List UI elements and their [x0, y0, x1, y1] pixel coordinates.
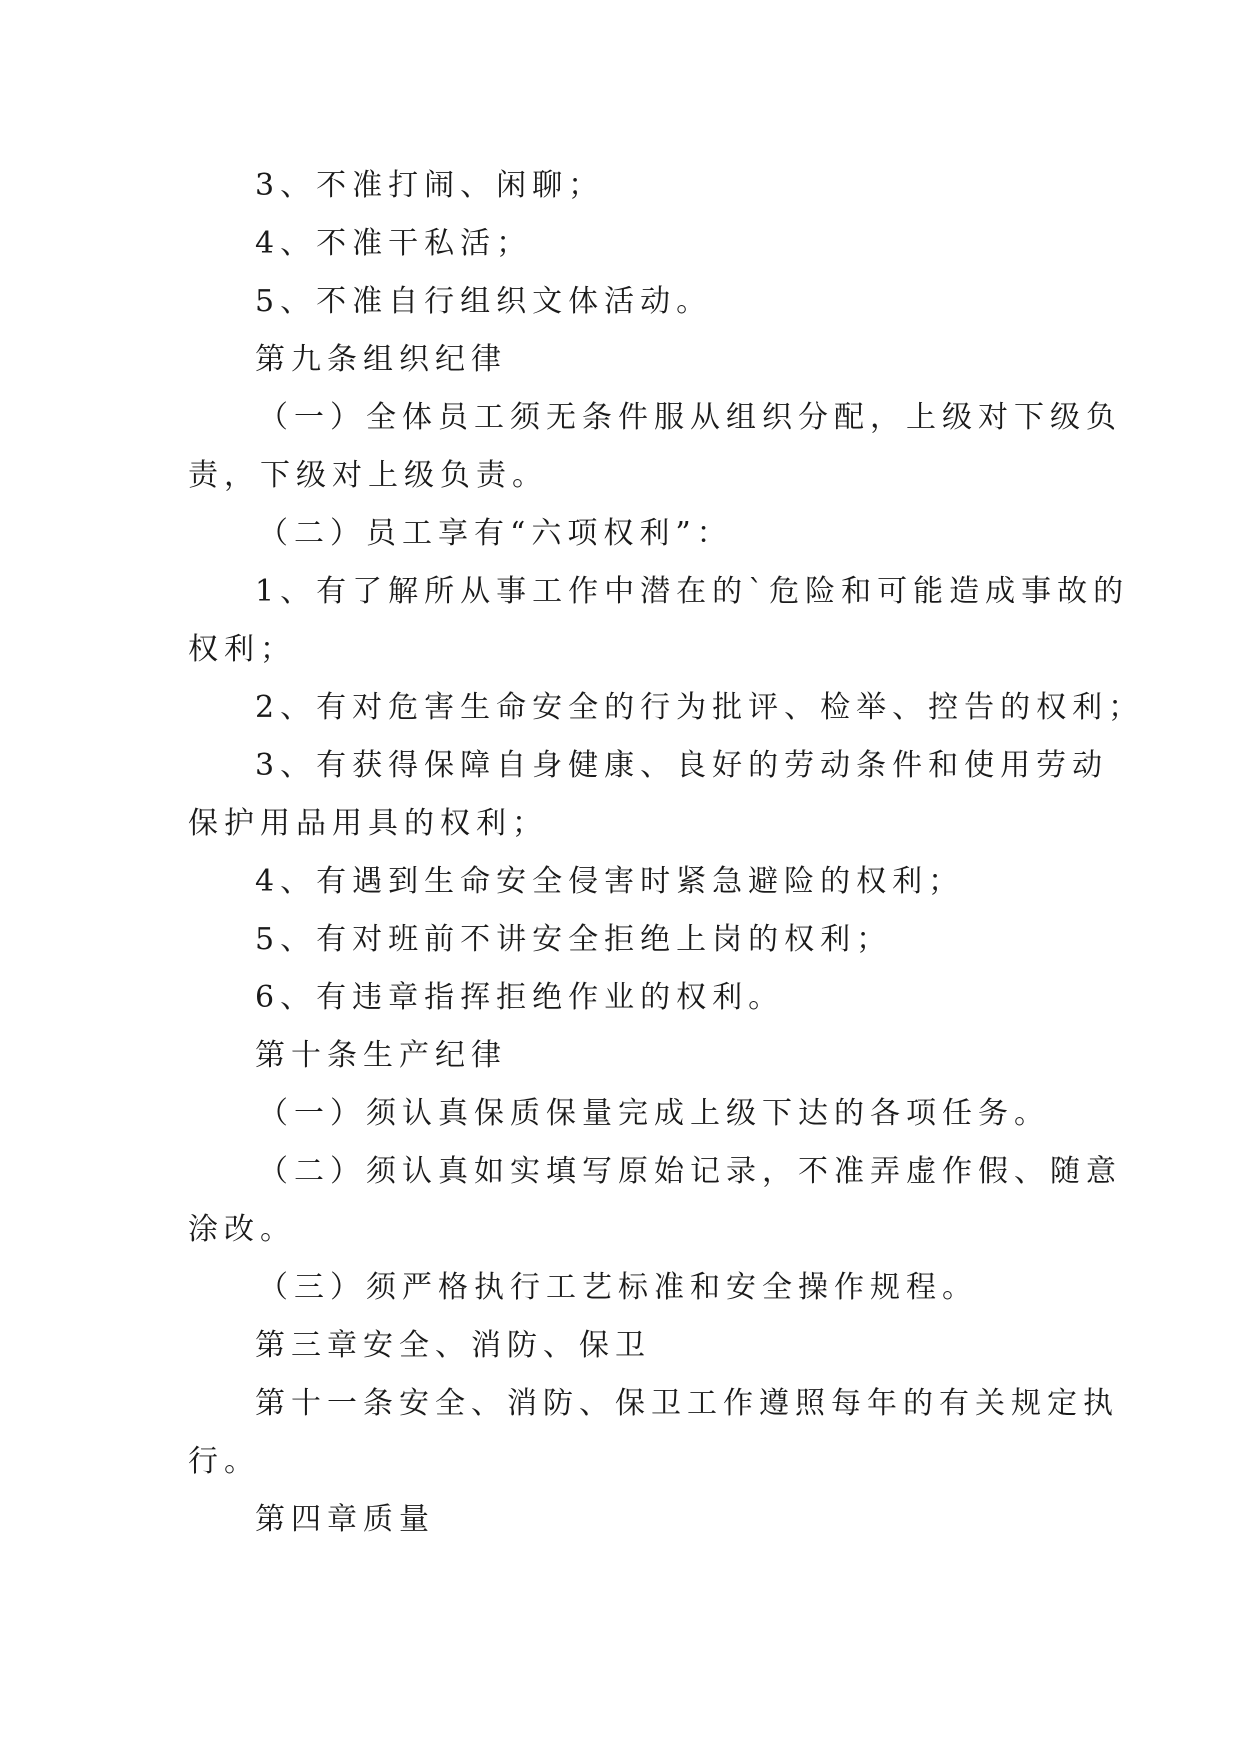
article-11-cont: 行。 — [188, 1444, 260, 1479]
article-11: 第十一条安全、消防、保卫工作遵照每年的有关规定执 — [255, 1386, 1119, 1421]
article-10-clause-2: （二）须认真如实填写原始记录，不准弄虚作假、随意 — [258, 1154, 1122, 1189]
list-item-no-unauthorized-activities: 5、不准自行组织文体活动。 — [255, 284, 713, 319]
right-item-3: 3、有获得保障自身健康、良好的劳动条件和使用劳动 — [255, 748, 1109, 783]
chapter-4-heading: 第四章质量 — [255, 1502, 435, 1537]
right-item-1-cont: 权利； — [188, 632, 296, 667]
right-item-3-cont: 保护用品用具的权利； — [188, 806, 548, 841]
right-item-6: 6、有违章指挥拒绝作业的权利。 — [255, 980, 785, 1015]
chapter-3-heading: 第三章安全、消防、保卫 — [255, 1328, 651, 1363]
article-10-clause-3: （三）须严格执行工艺标准和安全操作规程。 — [258, 1270, 978, 1305]
article-10-heading: 第十条生产纪律 — [255, 1038, 507, 1073]
article-10-clause-2-cont: 涂改。 — [188, 1212, 296, 1247]
right-item-4: 4、有遇到生命安全侵害时紧急避险的权利； — [255, 864, 965, 899]
right-item-5: 5、有对班前不讲安全拒绝上岗的权利； — [255, 922, 893, 957]
article-9-clause-2: （二）员工享有“六项权利”： — [258, 516, 733, 551]
article-9-heading: 第九条组织纪律 — [255, 342, 507, 377]
article-9-clause-1-cont: 责，下级对上级负责。 — [188, 458, 548, 493]
list-item-no-private-work: 4、不准干私活； — [255, 226, 533, 261]
article-9-clause-1: （一）全体员工须无条件服从组织分配，上级对下级负 — [258, 400, 1122, 435]
list-item-no-horseplay: 3、不准打闹、闲聊； — [255, 168, 605, 203]
right-item-1: 1、有了解所从事工作中潜在的`危险和可能造成事故的 — [255, 574, 1130, 609]
article-10-clause-1: （一）须认真保质保量完成上级下达的各项任务。 — [258, 1096, 1050, 1131]
right-item-2: 2、有对危害生命安全的行为批评、检举、控告的权利； — [255, 690, 1145, 725]
